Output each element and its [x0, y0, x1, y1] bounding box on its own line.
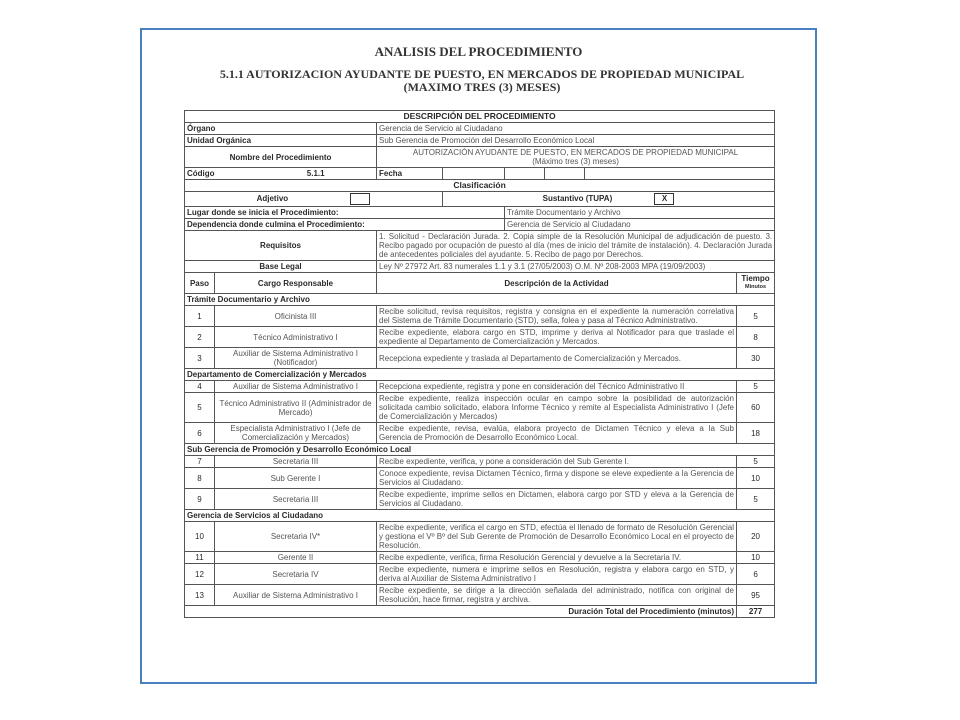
activity-description: Recibe expediente, revisa, evalúa, elabora proyecto de Dictamen Técnico y eleva a la Sub Gerencia de Promoción de Desarrollo Económico Local.	[377, 423, 737, 444]
nombre-value	[377, 147, 775, 168]
activity-row	[185, 564, 775, 585]
nombre-value-line-1: AUTORIZACIÓN AYUDANTE DE PUESTO, EN MERCADOS DE PROPIEDAD MUNICIPAL	[412, 148, 739, 157]
codigo-row	[185, 168, 775, 180]
step-number: 4	[185, 381, 215, 393]
activity-description: Recibe expediente, elabora cargo en STD, imprime y deriva al Notificador para que traslade el expediente al Departamento de Comercialización y Mercados.	[377, 327, 737, 348]
total-label: Duración Total del Procedimiento (minutos)	[185, 606, 737, 618]
lugar-inicio-value: Trámite Documentario y Archivo	[505, 207, 775, 219]
adjetivo-label: Adjetivo	[256, 194, 289, 204]
fecha-cell-2	[505, 168, 545, 180]
section-name: Gerencia de Servicios al Ciudadano	[185, 510, 775, 522]
activity-row	[185, 393, 775, 423]
responsible-role: Oficinista III	[215, 306, 377, 327]
procedure-table	[184, 110, 775, 618]
activity-row	[185, 456, 775, 468]
step-number: 8	[185, 468, 215, 489]
step-number: 9	[185, 489, 215, 510]
section-header-row	[185, 510, 775, 522]
requisitos-row	[185, 231, 775, 261]
section-header-row	[185, 369, 775, 381]
lugar-inicio-row	[185, 207, 775, 219]
requisitos-label: Requisitos	[185, 231, 377, 261]
fecha-cell-4	[585, 168, 775, 180]
step-time: 20	[737, 522, 775, 552]
total-row	[185, 606, 775, 618]
step-number: 5	[185, 393, 215, 423]
base-legal-row	[185, 261, 775, 273]
step-time: 5	[737, 489, 775, 510]
step-time: 6	[737, 564, 775, 585]
activity-description: Conoce expediente, revisa Dictamen Técnico, firma y dispone se eleve expediente a la Gerencia de Servicios al Ciudadano.	[377, 468, 737, 489]
activity-description: Recibe expediente, realiza inspección ocular en campo sobre la posibilidad de autorización solicitada cambio solicitado, elabora Informe Técnico y remite al Especialista Administrativo I (Jefe de Comercialización y Mercados)	[377, 393, 737, 423]
section-title-row	[185, 111, 775, 123]
step-time: 5	[737, 381, 775, 393]
codigo-label-text: Código	[187, 169, 215, 178]
col-tiempo	[737, 273, 775, 294]
step-number: 10	[185, 522, 215, 552]
col-cargo: Cargo Responsable	[215, 273, 377, 294]
activity-description: Recibe expediente, se dirige a la dirección señalada del administrado, notifica con original de Resolución, hace firmar, registra y archiva.	[377, 585, 737, 606]
activity-row	[185, 585, 775, 606]
column-header-row	[185, 273, 775, 294]
sustantivo-cell	[443, 192, 775, 207]
subtitle-line-2: (MAXIMO TRES (3) MESES)	[403, 80, 561, 94]
responsible-role: Secretaria III	[215, 489, 377, 510]
fecha-label: Fecha	[377, 168, 443, 180]
section-title: DESCRIPCIÓN DEL PROCEDIMIENTO	[185, 111, 775, 123]
activity-row	[185, 381, 775, 393]
dependencia-label: Dependencia donde culmina el Procedimiento:	[185, 219, 505, 231]
dependencia-value: Gerencia de Servicio al Ciudadano	[505, 219, 775, 231]
nombre-label: Nombre del Procedimiento	[185, 147, 377, 168]
responsible-role: Técnico Administrativo II (Administrador de Mercado)	[215, 393, 377, 423]
unidad-label: Unidad Orgánica	[185, 135, 377, 147]
document-subtitle	[162, 68, 802, 94]
dependencia-row	[185, 219, 775, 231]
activity-row	[185, 489, 775, 510]
activity-description: Recibe expediente, verifica, firma Resolución Gerencial y devuelve a la Secretaria IV.	[377, 552, 737, 564]
responsible-role: Auxiliar de Sistema Administrativo I	[215, 585, 377, 606]
responsible-role: Gerente II	[215, 552, 377, 564]
sustantivo-checkbox: X	[654, 193, 674, 205]
clasificacion-row	[185, 180, 775, 192]
section-header-row	[185, 444, 775, 456]
activity-row	[185, 522, 775, 552]
responsible-role: Auxiliar de Sistema Administrativo I	[215, 381, 377, 393]
activity-row	[185, 306, 775, 327]
base-legal-value: Ley Nº 27972 Art. 83 numerales 1.1 y 3.1 (27/05/2003) O.M. Nº 208-2003 MPA (19/09/2003)	[377, 261, 775, 273]
activity-description: Recibe expediente, imprime sellos en Dictamen, elabora cargo por STD y eleva a la Gerencia de Servicios al Ciudadano.	[377, 489, 737, 510]
activity-description: Recepciona expediente, registra y pone en consideración del Técnico Administrativo II	[377, 381, 737, 393]
step-number: 7	[185, 456, 215, 468]
base-legal-label: Base Legal	[185, 261, 377, 273]
total-value: 277	[737, 606, 775, 618]
codigo-label	[185, 168, 377, 180]
activity-description: Recibe solicitud, revisa requisitos, registra y consigna en el expediente la numeración correlativa del Sistema de Trámite Documentario (STD), sella, folea y pasa al Técnico Administrativo.	[377, 306, 737, 327]
document-title: ANALISIS DEL PROCEDIMIENTO	[374, 44, 583, 59]
codigo-value: 5.1.1	[306, 169, 325, 178]
step-time: 10	[737, 468, 775, 489]
section-header-row	[185, 294, 775, 306]
responsible-role: Secretaria IV*	[215, 522, 377, 552]
responsible-role: Sub Gerente I	[215, 468, 377, 489]
responsible-role: Auxiliar de Sistema Administrativo I (Notificador)	[215, 348, 377, 369]
activity-description: Recibe expediente, numera e imprime sellos en Resolución, registra y elabora cargo en STD, y deriva al Auxiliar de Sistema Administrativo I	[377, 564, 737, 585]
step-time: 95	[737, 585, 775, 606]
step-time: 60	[737, 393, 775, 423]
requisitos-value: 1. Solicitud - Declaración Jurada. 2. Copia simple de la Resolución Municipal de adjudicación de puesto. 3. Recibo pagado por ocupación de puesto al día (mes de inicio del trámite de instalación). 4. Declaración Jurada de antecedentes policiales del ayudante. 5. Recibo de pago por Derechos.	[377, 231, 775, 261]
fecha-cell-3	[545, 168, 585, 180]
activity-row	[185, 552, 775, 564]
responsible-role: Técnico Administrativo I	[215, 327, 377, 348]
activity-row	[185, 468, 775, 489]
adjetivo-checkbox	[350, 193, 370, 205]
step-number: 11	[185, 552, 215, 564]
unidad-row	[185, 135, 775, 147]
col-paso: Paso	[185, 273, 215, 294]
organo-value: Gerencia de Servicio al Ciudadano	[377, 123, 775, 135]
adjetivo-cell	[185, 192, 443, 207]
responsible-role: Secretaria IV	[215, 564, 377, 585]
col-minutos-label: Minutos	[745, 284, 767, 290]
fecha-cell-1	[443, 168, 505, 180]
nombre-value-line-2: (Máximo tres (3) meses)	[532, 157, 619, 166]
organo-row	[185, 123, 775, 135]
responsible-role: Secretaria III	[215, 456, 377, 468]
document-frame	[140, 28, 817, 684]
step-number: 6	[185, 423, 215, 444]
step-time: 8	[737, 327, 775, 348]
step-time: 5	[737, 306, 775, 327]
step-time: 18	[737, 423, 775, 444]
sustantivo-label: Sustantivo (TUPA)	[542, 194, 613, 204]
step-number: 1	[185, 306, 215, 327]
activity-description: Recibe expediente, verifica, y pone a consideración del Sub Gerente I.	[377, 456, 737, 468]
step-number: 13	[185, 585, 215, 606]
subtitle-line-1: 5.1.1 AUTORIZACION AYUDANTE DE PUESTO, EN MERCADOS DE PROPIEDAD MUNICIPAL	[219, 67, 745, 81]
lugar-inicio-label: Lugar donde se inicia el Procedimiento:	[185, 207, 505, 219]
activity-description: Recepciona expediente y traslada al Departamento de Comercialización y Mercados.	[377, 348, 737, 369]
clasificacion-label: Clasificación	[185, 180, 775, 192]
section-name: Trámite Documentario y Archivo	[185, 294, 775, 306]
activity-row	[185, 348, 775, 369]
section-name: Departamento de Comercialización y Mercados	[185, 369, 775, 381]
step-time: 30	[737, 348, 775, 369]
unidad-value: Sub Gerencia de Promoción del Desarrollo Económico Local	[377, 135, 775, 147]
activity-row	[185, 327, 775, 348]
step-number: 3	[185, 348, 215, 369]
tipo-row	[185, 192, 775, 207]
section-name: Sub Gerencia de Promoción y Desarrollo Económico Local	[185, 444, 775, 456]
step-time: 5	[737, 456, 775, 468]
step-number: 12	[185, 564, 215, 585]
activity-row	[185, 423, 775, 444]
step-time: 10	[737, 552, 775, 564]
col-tiempo-label: Tiempo	[741, 274, 770, 283]
activity-description: Recibe expediente, verifica el cargo en STD, efectúa el llenado de formato de Resolución Gerencial y gestiona el Vº Bº del Sub Gerente de Promoción de Desarrollo Económico Local en el proyecto de Resolución.	[377, 522, 737, 552]
organo-label: Órgano	[185, 123, 377, 135]
step-number: 2	[185, 327, 215, 348]
col-descripcion: Descripción de la Actividad	[377, 273, 737, 294]
nombre-row	[185, 147, 775, 168]
responsible-role: Especialista Administrativo I (Jefe de Comercialización y Mercados)	[215, 423, 377, 444]
